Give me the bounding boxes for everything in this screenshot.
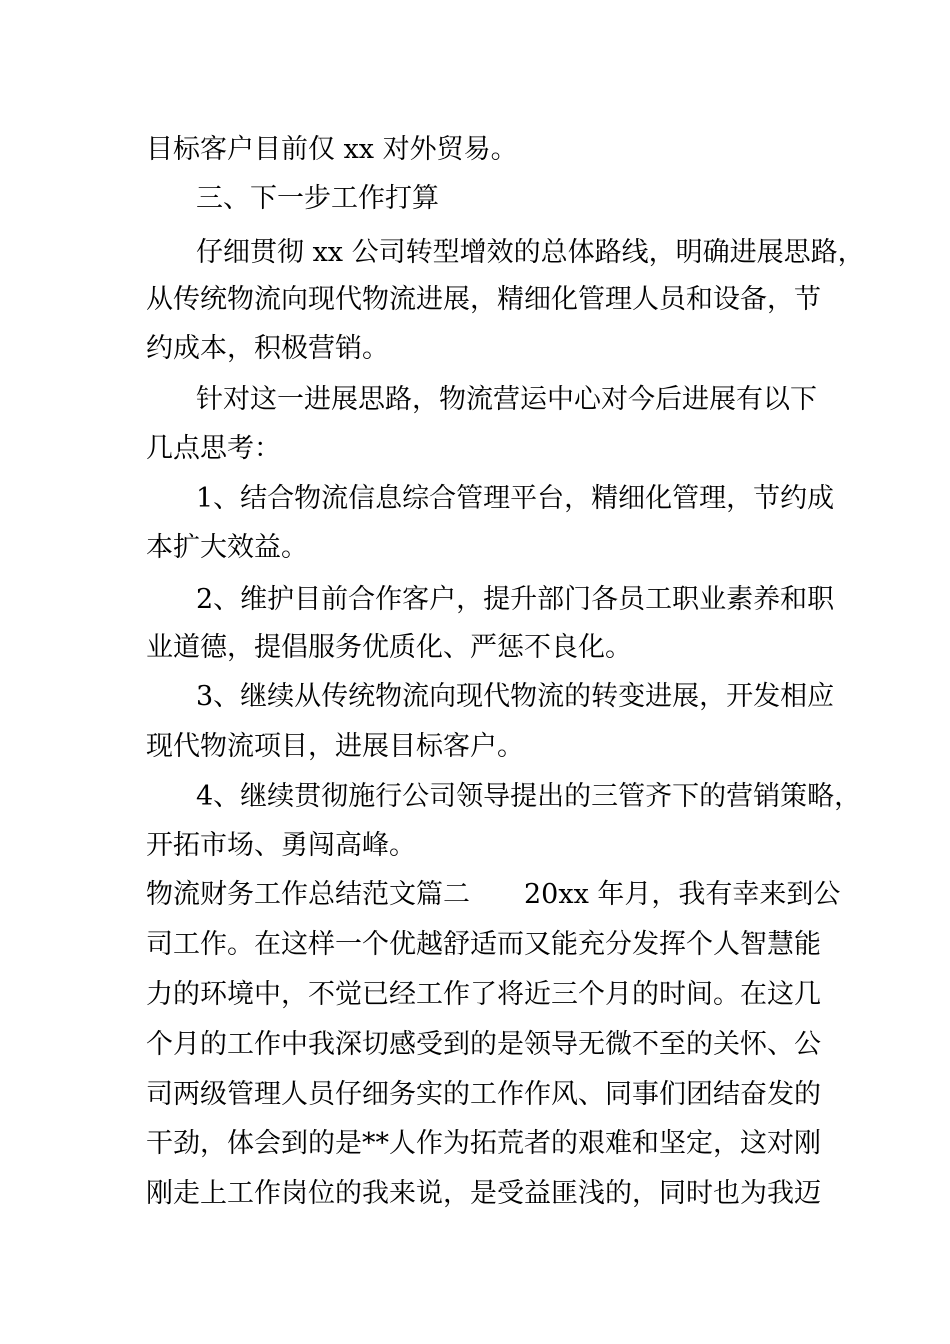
text-line: 约成本，积极营销。	[146, 333, 389, 364]
list-item: 4、继续贯彻施行公司领导提出的三管齐下的营销策略，	[196, 781, 862, 812]
list-item: 3、继续从传统物流向现代物流的转变进展，开发相应	[196, 681, 835, 712]
section-title-line: 物流财务工作总结范文篇二 20xx 年月，我有幸来到公	[146, 879, 841, 910]
text-line: 现代物流项目，进展目标客户。	[146, 731, 524, 762]
text-line: 司两级管理人员仔细务实的工作作风、同事们团结奋发的	[146, 1079, 821, 1110]
text-line: 个月的工作中我深切感受到的是领导无微不至的关怀、公	[146, 1029, 821, 1060]
text-line: 从传统物流向现代物流进展，精细化管理人员和设备，节	[146, 284, 821, 315]
text-line: 干劲，体会到的是**人作为拓荒者的艰难和坚定，这对刚	[146, 1128, 821, 1159]
list-item: 1、结合物流信息综合管理平台，精细化管理，节约成	[196, 483, 835, 514]
text-line: 目标客户目前仅 xx 对外贸易。	[146, 134, 518, 165]
section-heading: 三、下一步工作打算	[196, 183, 439, 214]
text-line: 力的环境中，不觉已经工作了将近三个月的时间。在这几	[146, 979, 821, 1010]
text-line: 针对这一进展思路，物流营运中心对今后进展有以下	[196, 384, 817, 415]
text-line: 仔细贯彻 xx 公司转型增效的总体路线，明确进展思路，	[196, 237, 865, 268]
text-line: 几点思考：	[146, 433, 281, 464]
text-line: 司工作。在这样一个优越舒适而又能充分发挥个人智慧能	[146, 929, 821, 960]
list-item: 2、维护目前合作客户，提升部门各员工职业素养和职	[196, 584, 835, 615]
text-line: 刚走上工作岗位的我来说，是受益匪浅的，同时也为我迈	[146, 1178, 821, 1209]
text-line: 开拓市场、勇闯高峰。	[146, 830, 416, 861]
text-line: 业道德，提倡服务优质化、严惩不良化。	[146, 632, 632, 663]
text-line: 本扩大效益。	[146, 532, 308, 563]
